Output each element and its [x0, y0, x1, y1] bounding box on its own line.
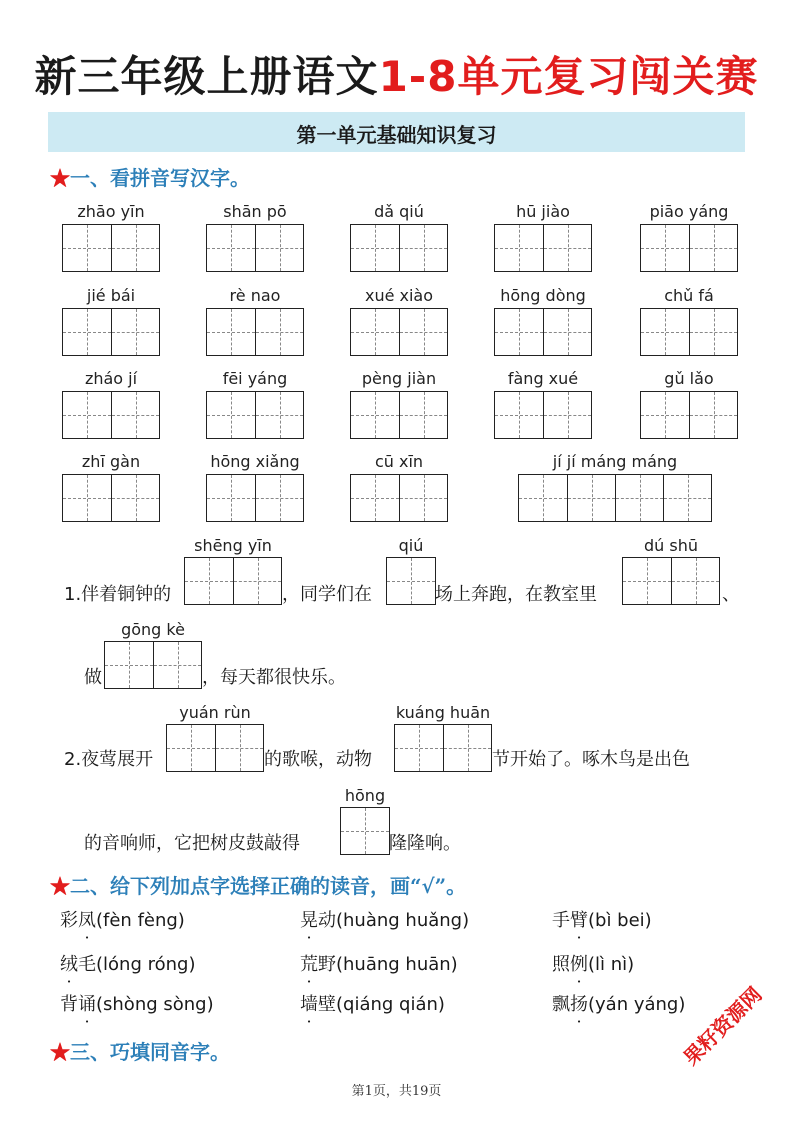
word-character: 背: [60, 994, 78, 1015]
reading-item[interactable]: [300, 990, 445, 1016]
writing-cell[interactable]: [543, 392, 591, 438]
writing-cell[interactable]: [351, 475, 399, 521]
writing-cell[interactable]: [567, 475, 615, 521]
writing-cell[interactable]: [689, 309, 737, 355]
writing-cell[interactable]: [255, 225, 303, 271]
writing-box[interactable]: [518, 474, 712, 522]
section-2-label: 二、给下列加点字选择正确的读音，画“√”。: [70, 874, 467, 898]
writing-cell[interactable]: [63, 309, 111, 355]
star-icon: ★: [50, 1040, 70, 1064]
word-character: 毛: [78, 954, 96, 975]
section-1-label: 一、看拼音写汉字。: [70, 166, 250, 190]
sentence-1-text-a: 1.伴着铜钟的: [64, 584, 172, 605]
writing-cell[interactable]: [399, 309, 447, 355]
star-icon: ★: [50, 166, 70, 190]
pinyin-label: kuáng huān: [395, 703, 491, 722]
writing-box[interactable]: [206, 391, 304, 439]
writing-cell[interactable]: [543, 225, 591, 271]
reading-item[interactable]: [60, 906, 185, 932]
dotted-character: 绒: [60, 954, 78, 975]
answer-box[interactable]: [386, 557, 436, 605]
writing-box[interactable]: [206, 308, 304, 356]
pinyin-label: shēng yīn: [194, 536, 272, 555]
watermark: 果籽资源网: [678, 982, 767, 1070]
reading-item[interactable]: [60, 990, 214, 1016]
pronunciation-options[interactable]: (shòng sòng): [96, 994, 214, 1015]
pinyin-label: cū xīn: [374, 452, 424, 471]
pinyin-label: dǎ qiú: [374, 202, 424, 221]
pinyin-label: jié bái: [86, 286, 136, 305]
reading-item[interactable]: [552, 990, 685, 1016]
writing-cell[interactable]: [519, 475, 567, 521]
writing-box[interactable]: [62, 308, 160, 356]
writing-box[interactable]: [62, 391, 160, 439]
writing-box[interactable]: [640, 308, 738, 356]
writing-cell[interactable]: [399, 392, 447, 438]
writing-cell[interactable]: [111, 475, 159, 521]
pinyin-label: chǔ fá: [664, 286, 714, 305]
answer-box[interactable]: [184, 557, 282, 605]
pinyin-label: gōng kè: [121, 620, 185, 639]
pronunciation-options[interactable]: (huàng huǎng): [336, 910, 470, 931]
answer-box[interactable]: [394, 724, 492, 772]
writing-cell[interactable]: [495, 225, 543, 271]
page-title-highlight: 1-8单元复习闯关赛: [378, 52, 759, 101]
pinyin-label: zháo jí: [84, 369, 138, 388]
pinyin-label: pèng jiàn: [361, 369, 437, 388]
unit-title: 第一单元基础知识复习: [296, 123, 497, 147]
reading-item[interactable]: [60, 950, 195, 976]
writing-cell[interactable]: [543, 309, 591, 355]
section-3-label: 三、巧填同音字。: [70, 1040, 230, 1064]
writing-cell[interactable]: [399, 225, 447, 271]
pinyin-label: shān pō: [223, 202, 287, 221]
writing-box[interactable]: [206, 224, 304, 272]
pinyin-label: zhāo yīn: [77, 202, 145, 221]
writing-box[interactable]: [494, 308, 592, 356]
reading-item[interactable]: [552, 950, 634, 976]
sentence-2-text-a: 2.夜莺展开: [64, 749, 154, 770]
writing-box[interactable]: [640, 391, 738, 439]
writing-cell[interactable]: [351, 309, 399, 355]
writing-cell[interactable]: [663, 475, 711, 521]
writing-cell[interactable]: [641, 392, 689, 438]
reading-item[interactable]: [552, 906, 652, 932]
writing-cell[interactable]: [689, 225, 737, 271]
writing-cell[interactable]: [207, 225, 255, 271]
writing-cell[interactable]: [495, 309, 543, 355]
pronunciation-options[interactable]: (lóng róng): [96, 954, 196, 975]
writing-cell[interactable]: [111, 309, 159, 355]
section-1-heading: [50, 162, 250, 191]
page-footer: 第1页，共19页: [351, 1084, 442, 1099]
writing-cell[interactable]: [207, 392, 255, 438]
writing-cell[interactable]: [255, 475, 303, 521]
sentence-1-text-e: 做: [84, 667, 102, 688]
pronunciation-options[interactable]: (fèn fèng): [96, 910, 185, 931]
star-icon: ★: [50, 874, 70, 898]
sentence-1-text-d: 、: [722, 584, 740, 605]
pronunciation-options[interactable]: (qiáng qián): [336, 994, 445, 1015]
writing-box[interactable]: [494, 224, 592, 272]
page-title-main: 新三年级上册语文: [34, 52, 379, 101]
word-character: 壁: [318, 994, 336, 1015]
pinyin-label: zhī gàn: [81, 452, 141, 471]
word-character: 动: [318, 910, 336, 931]
answer-box[interactable]: [622, 557, 720, 605]
writing-cell[interactable]: [641, 309, 689, 355]
writing-cell[interactable]: [351, 392, 399, 438]
writing-cell[interactable]: [255, 309, 303, 355]
pinyin-label: jí jí máng máng: [552, 452, 678, 471]
answer-box[interactable]: [104, 641, 202, 689]
writing-cell[interactable]: [207, 475, 255, 521]
dotted-character: 荒: [300, 954, 318, 975]
word-character: 飘: [552, 994, 570, 1015]
word-character: 照: [552, 954, 570, 975]
pinyin-label: gǔ lǎo: [664, 369, 714, 388]
dotted-character: 凤: [78, 910, 96, 931]
pinyin-label: qiú: [398, 536, 424, 555]
dotted-character: 臂: [570, 910, 588, 931]
sentence-2-text-b: 的歌喉，动物: [264, 749, 372, 770]
writing-box[interactable]: [62, 474, 160, 522]
sentence-2-text-e: 隆隆响。: [389, 833, 461, 854]
answer-box[interactable]: [166, 724, 264, 772]
pronunciation-options[interactable]: (bì bei): [588, 910, 652, 931]
pronunciation-options[interactable]: (huāng huān): [336, 954, 458, 975]
dotted-character: 例: [570, 954, 588, 975]
writing-box[interactable]: [350, 474, 448, 522]
section-2-heading: [50, 870, 466, 899]
sentence-2-text-d: 的音响师，它把树皮鼓敲得: [84, 833, 300, 854]
pinyin-label: hōng xiǎng: [210, 452, 300, 471]
writing-box[interactable]: [62, 224, 160, 272]
writing-cell[interactable]: [111, 225, 159, 271]
sentence-1-text-f: ，每天都很快乐。: [202, 667, 346, 688]
pinyin-label: hōng: [344, 786, 386, 805]
section-3-heading: [50, 1036, 230, 1065]
page-title: [0, 44, 793, 104]
sentence-1-text-c: 场上奔跑，在教室里: [435, 584, 597, 605]
writing-box[interactable]: [350, 391, 448, 439]
pinyin-label: rè nao: [229, 286, 281, 305]
dotted-character: 诵: [78, 994, 96, 1015]
writing-box[interactable]: [350, 308, 448, 356]
pinyin-label: yuán rùn: [179, 703, 251, 722]
dotted-character: 晃: [300, 910, 318, 931]
word-character: 手: [552, 910, 570, 931]
writing-cell[interactable]: [641, 225, 689, 271]
word-character: 彩: [60, 910, 78, 931]
writing-cell[interactable]: [399, 475, 447, 521]
writing-cell[interactable]: [255, 392, 303, 438]
sentence-1-text-b: ，同学们在: [282, 584, 372, 605]
writing-cell[interactable]: [63, 392, 111, 438]
pronunciation-options[interactable]: (lì nì): [588, 954, 635, 975]
pinyin-label: hū jiào: [516, 202, 570, 221]
word-character: 野: [318, 954, 336, 975]
writing-cell[interactable]: [111, 392, 159, 438]
pinyin-label: dú shū: [644, 536, 698, 555]
sentence-2-text-c: 节开始了。啄木鸟是出色: [492, 749, 690, 770]
dotted-character: 扬: [570, 994, 588, 1015]
pinyin-label: hōng dòng: [500, 286, 586, 305]
writing-cell[interactable]: [615, 475, 663, 521]
writing-box[interactable]: [206, 474, 304, 522]
dotted-character: 墙: [300, 994, 318, 1015]
reading-item[interactable]: [300, 906, 469, 932]
writing-cell[interactable]: [63, 225, 111, 271]
pinyin-label: fēi yáng: [222, 369, 288, 388]
writing-cell[interactable]: [689, 392, 737, 438]
writing-cell[interactable]: [207, 309, 255, 355]
writing-cell[interactable]: [63, 475, 111, 521]
answer-box[interactable]: [340, 807, 390, 855]
writing-cell[interactable]: [495, 392, 543, 438]
pronunciation-options[interactable]: (yán yáng): [588, 994, 686, 1015]
writing-cell[interactable]: [351, 225, 399, 271]
writing-box[interactable]: [494, 391, 592, 439]
writing-box[interactable]: [350, 224, 448, 272]
pinyin-label: xué xiào: [364, 286, 434, 305]
pinyin-label: piāo yáng: [649, 202, 729, 221]
writing-box[interactable]: [640, 224, 738, 272]
reading-item[interactable]: [300, 950, 458, 976]
pinyin-label: fàng xué: [507, 369, 579, 388]
